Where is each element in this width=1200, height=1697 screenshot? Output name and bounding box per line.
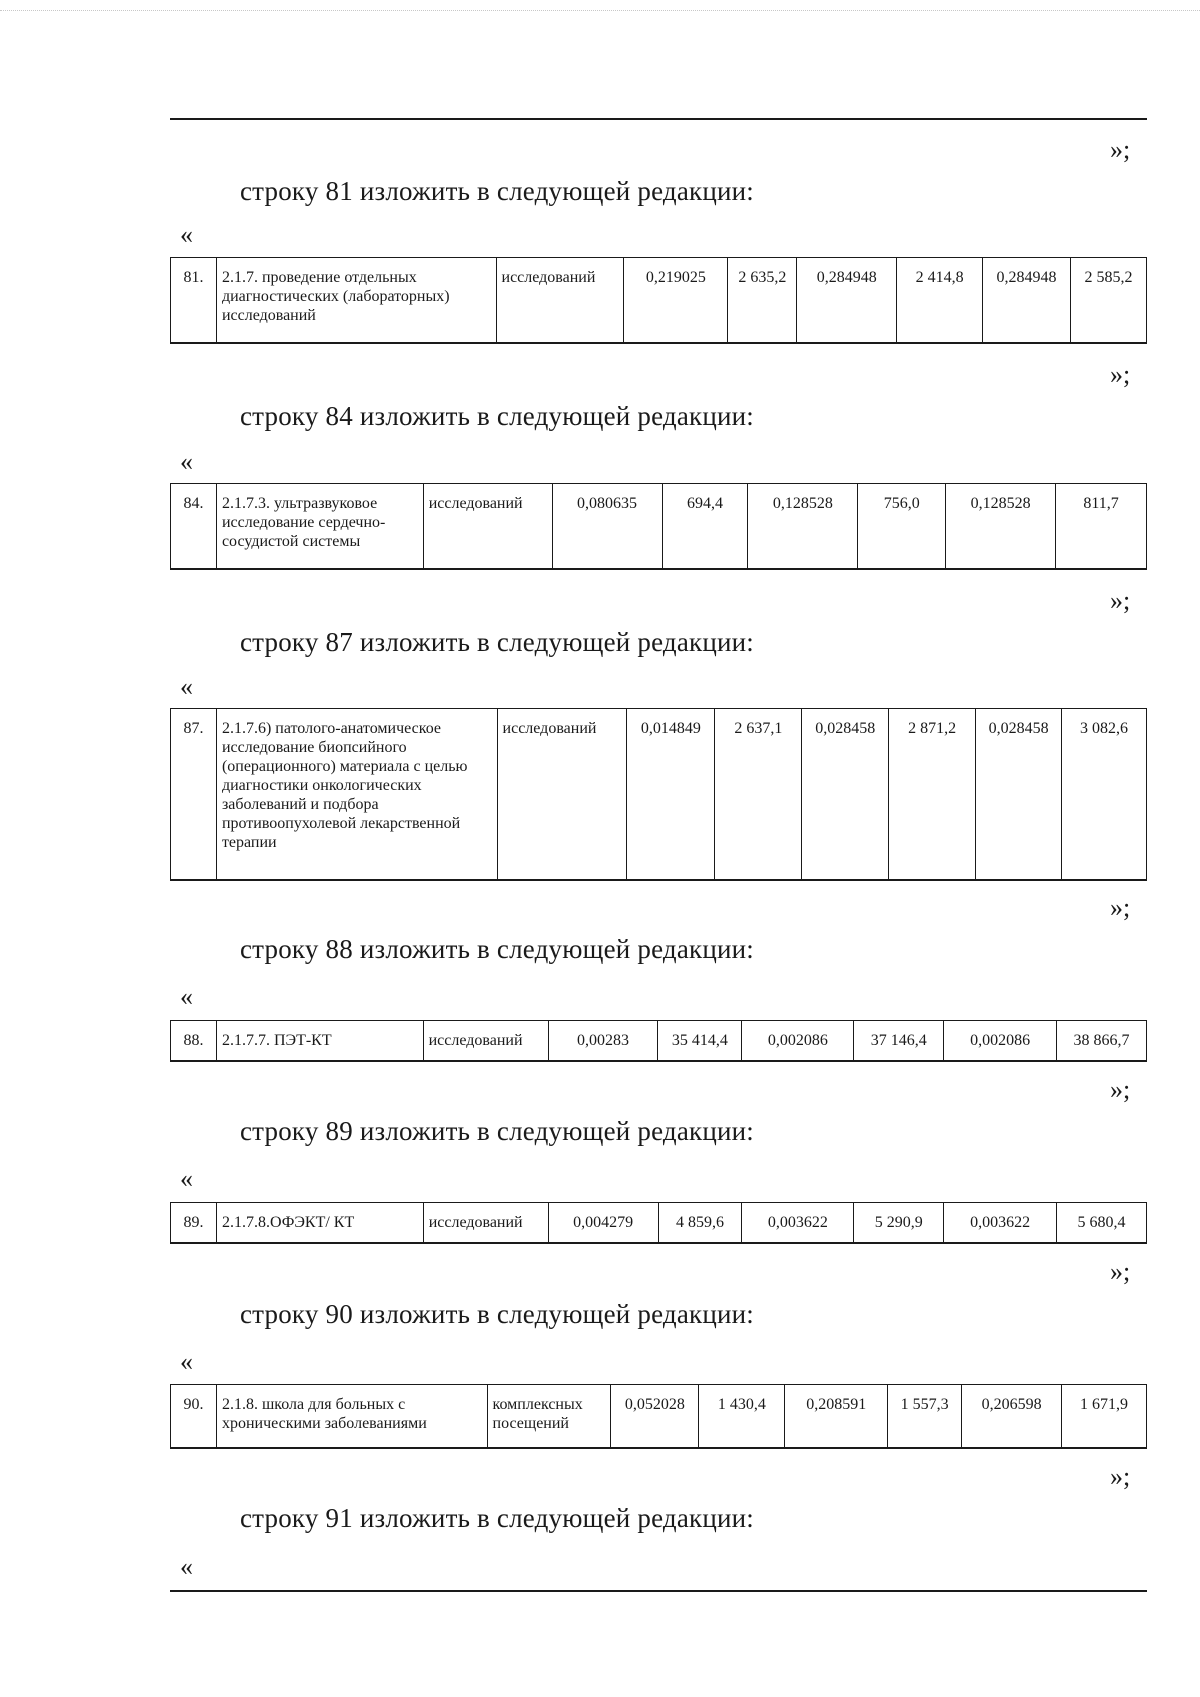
row-value: 1 557,3 — [888, 1385, 962, 1448]
row-value: 0,028458 — [976, 709, 1062, 880]
row-value: 0,284948 — [797, 258, 897, 343]
row-unit: комплексных посещений — [487, 1385, 611, 1448]
opening-quote: « — [180, 1347, 193, 1376]
row-number: 90. — [171, 1385, 217, 1448]
row-value: 5 290,9 — [854, 1203, 944, 1243]
closing-quote: »; — [1110, 360, 1131, 389]
row-unit: исследований — [423, 484, 552, 569]
table-row-87 — [170, 708, 1147, 881]
row-value: 0,128528 — [748, 484, 858, 569]
instruction-row-84: строку 84 изложить в следующей редакции: — [240, 401, 755, 431]
row-description: 2.1.7.8.ОФЭКТ/ КТ — [216, 1203, 423, 1243]
row-description: 2.1.7.7. ПЭТ-КТ — [216, 1021, 423, 1061]
row-value: 2 637,1 — [715, 709, 802, 880]
row-value: 0,003622 — [742, 1203, 854, 1243]
row-value: 0,284948 — [983, 258, 1071, 343]
instruction-row-81: строку 81 изложить в следующей редакции: — [240, 176, 755, 206]
row-value: 37 146,4 — [854, 1021, 944, 1061]
row-unit: исследований — [496, 258, 624, 343]
instruction-row-89: строку 89 изложить в следующей редакции: — [240, 1116, 755, 1146]
row-value: 2 414,8 — [897, 258, 983, 343]
opening-quote: « — [180, 672, 193, 701]
row-value: 0,004279 — [548, 1203, 658, 1243]
row-value: 2 635,2 — [728, 258, 797, 343]
instruction-row-90: строку 90 изложить в следующей редакции: — [240, 1299, 755, 1329]
opening-quote: « — [180, 1164, 193, 1193]
row-value: 2 871,2 — [889, 709, 976, 880]
page-top-edge — [0, 10, 1200, 11]
row-value: 0,052028 — [611, 1385, 699, 1448]
row-value: 0,014849 — [627, 709, 715, 880]
table-row-89 — [170, 1202, 1147, 1244]
row-number: 88. — [171, 1021, 217, 1061]
row-value: 0,003622 — [944, 1203, 1057, 1243]
row-value: 1 430,4 — [699, 1385, 785, 1448]
closing-quote: »; — [1110, 893, 1131, 922]
row-description: 2.1.7.6) патолого-анатомическое исследование биопсийного (операционного) материала с целью диагностики онкологических заболеваний и подбора противоопухолевой лекарственной терапии — [216, 709, 497, 880]
closing-quote: »; — [1110, 586, 1131, 615]
opening-quote: « — [180, 982, 193, 1011]
row-value: 0,002086 — [944, 1021, 1057, 1061]
row-number: 87. — [171, 709, 217, 880]
row-value: 5 680,4 — [1057, 1203, 1147, 1243]
closing-quote: »; — [1110, 1462, 1131, 1491]
row-number: 84. — [171, 484, 217, 569]
opening-quote: « — [180, 1552, 193, 1581]
row-description: 2.1.8. школа для больных с хроническими заболеваниями — [216, 1385, 487, 1448]
row-value: 1 671,9 — [1062, 1385, 1147, 1448]
row-description: 2.1.7. проведение отдельных диагностических (лабораторных) исследований — [216, 258, 496, 343]
closing-quote: »; — [1110, 1257, 1131, 1286]
row-value: 0,028458 — [802, 709, 889, 880]
row-value: 0,080635 — [552, 484, 662, 569]
row-value: 0,00283 — [548, 1021, 658, 1061]
row-value: 0,219025 — [624, 258, 728, 343]
row-description: 2.1.7.3. ультразвуковое исследование сердечно-сосудистой системы — [216, 484, 423, 569]
row-value: 4 859,6 — [658, 1203, 742, 1243]
row-value: 2 585,2 — [1071, 258, 1147, 343]
instruction-row-88: строку 88 изложить в следующей редакции: — [240, 934, 755, 964]
row-value: 38 866,7 — [1057, 1021, 1147, 1061]
row-value: 0,208591 — [785, 1385, 888, 1448]
row-value: 811,7 — [1056, 484, 1147, 569]
row-unit: исследований — [423, 1203, 548, 1243]
opening-quote: « — [180, 220, 193, 249]
row-value: 0,206598 — [962, 1385, 1062, 1448]
row-value: 3 082,6 — [1062, 709, 1147, 880]
row-value: 0,002086 — [742, 1021, 854, 1061]
bottom-rule — [170, 1590, 1147, 1592]
row-value: 35 414,4 — [658, 1021, 742, 1061]
row-unit: исследований — [497, 709, 627, 880]
closing-quote: »; — [1110, 135, 1131, 164]
row-unit: исследований — [423, 1021, 548, 1061]
instruction-row-91: строку 91 изложить в следующей редакции: — [240, 1503, 755, 1533]
row-value: 0,128528 — [946, 484, 1056, 569]
row-value: 756,0 — [858, 484, 946, 569]
closing-quote: »; — [1110, 1075, 1131, 1104]
row-value: 694,4 — [662, 484, 748, 569]
top-rule — [170, 118, 1147, 120]
row-number: 81. — [171, 258, 217, 343]
table-row-90 — [170, 1384, 1147, 1449]
instruction-row-87: строку 87 изложить в следующей редакции: — [240, 627, 755, 657]
table-row-84 — [170, 483, 1147, 570]
table-row-81 — [170, 257, 1147, 344]
table-row-88 — [170, 1020, 1147, 1062]
row-number: 89. — [171, 1203, 217, 1243]
opening-quote: « — [180, 447, 193, 476]
